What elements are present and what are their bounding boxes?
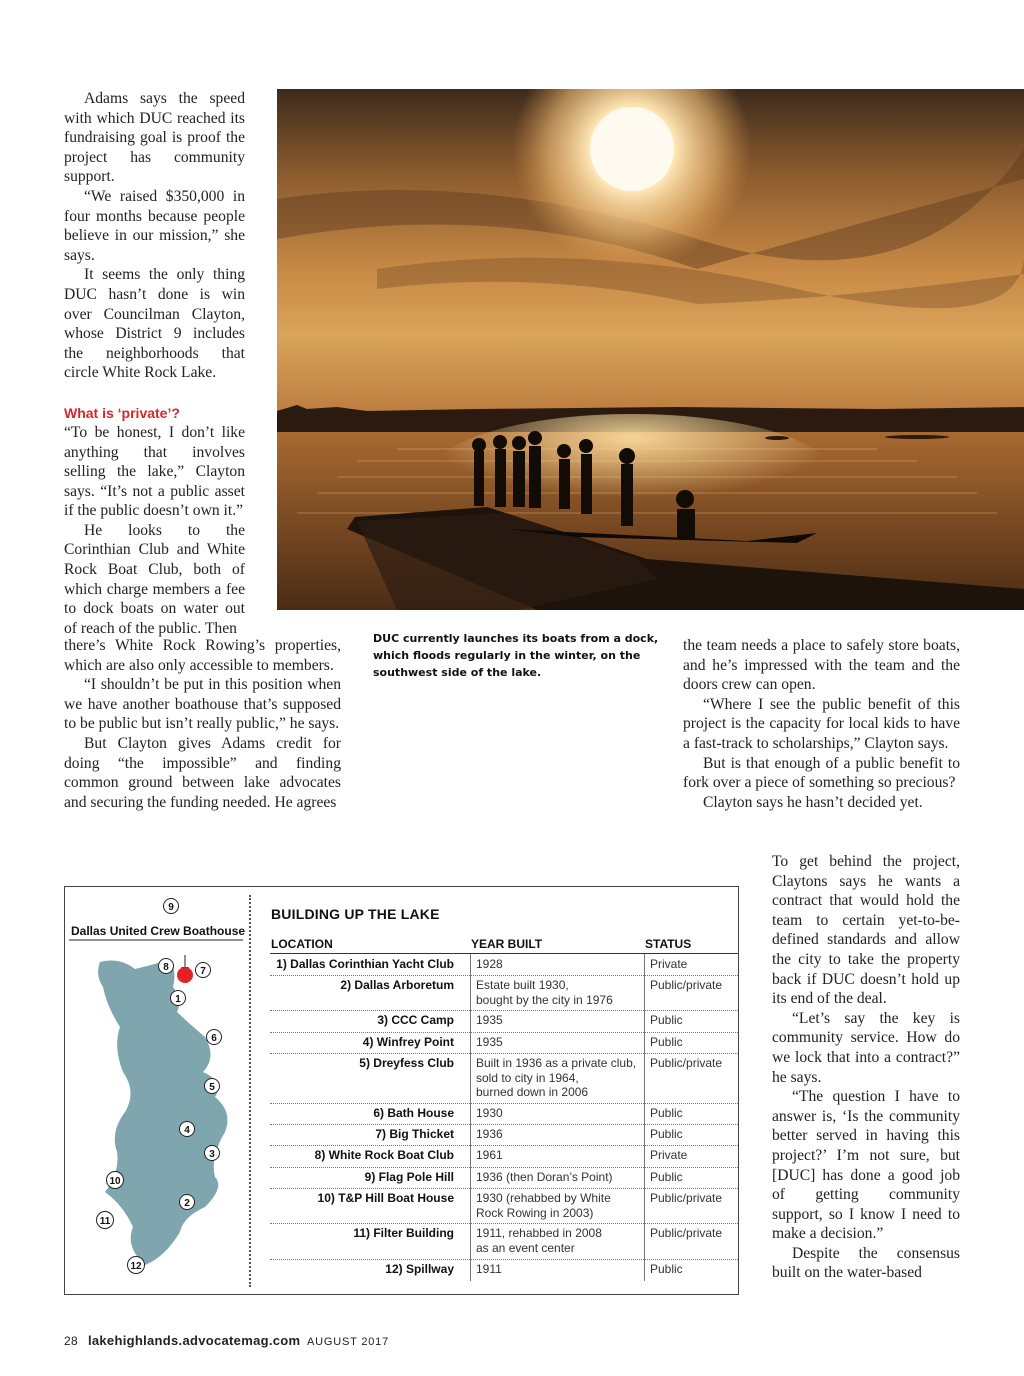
cell-location: 8) White Rock Boat Club [314, 1148, 454, 1162]
cell-year-built [470, 1167, 640, 1188]
cell-year-built [470, 954, 640, 975]
table-row [270, 1124, 738, 1146]
cell-status: Public [644, 1010, 738, 1032]
cell-status: Public [644, 1124, 738, 1145]
photo-caption: DUC currently launches its boats from a dock, which floods regularly in the winter, on the southwest side of the lake. [373, 632, 659, 679]
year-line: bought by the city in 1976 [476, 992, 613, 1007]
building-up-the-lake-sidebar [64, 886, 739, 1295]
paragraph: Despite the consensus built on the water-based [772, 1244, 960, 1282]
paragraph: “To be honest, I don’t like anything that involves selling the lake,” Clayton says. “It’s not a public asset if the public doesn’t own it.” [64, 423, 245, 520]
cell-location: 5) Dreyfess Club [359, 1056, 454, 1070]
cell-year-built [470, 1103, 640, 1124]
year-line: burned down in 2006 [476, 1085, 589, 1099]
year-line: 1961 [476, 1148, 503, 1162]
map-marker-1: 1 [175, 994, 181, 1005]
section-heading: What is ‘private’? [64, 404, 180, 421]
page-number: 28 [64, 1334, 78, 1348]
article-column-3 [683, 636, 960, 812]
header-location: LOCATION [271, 937, 333, 951]
cell-year-built [470, 1145, 640, 1167]
year-line: Built in 1936 as a private club, [476, 1056, 637, 1070]
cell-location: 7) Big Thicket [375, 1127, 454, 1141]
cell-location: 12) Spillway [385, 1262, 454, 1276]
map-marker-2: 2 [184, 1198, 190, 1209]
cell-location: 2) Dallas Arboretum [340, 978, 454, 992]
table-row [270, 1010, 738, 1033]
paragraph: there’s White Rock Rowing’s properties, which are also only accessible to members. [64, 637, 341, 674]
cell-location: 4) Winfrey Point [362, 1035, 454, 1049]
map-marker-11: 11 [99, 1216, 111, 1227]
cell-status: Public/private [644, 975, 738, 1010]
year-line: 1935 [476, 1013, 503, 1027]
header-status: STATUS [645, 937, 692, 951]
header-year-built: YEAR BUILT [471, 937, 543, 951]
lake-map [65, 887, 250, 1296]
year-line: 1936 (then Doran’s Point) [476, 1170, 613, 1184]
cell-year-built [470, 1010, 640, 1032]
paragraph: “I shouldn’t be put in this position when we have another boathouse that’s supposed to be public but isn’t really public,” he says. [64, 676, 341, 733]
table-row [270, 1053, 738, 1104]
year-line: 1935 [476, 1035, 503, 1049]
paragraph: Adams says the speed with which DUC reached its fundraising goal is proof the project has community support. [64, 90, 245, 186]
map-marker-10: 10 [109, 1176, 121, 1187]
footer-site: lakehighlands.advocatemag.com [87, 1333, 301, 1348]
cell-year-built [470, 975, 640, 1010]
year-line: 1928 [476, 957, 503, 971]
year-line: 1930 [476, 1106, 503, 1120]
map-marker-8: 8 [163, 962, 169, 973]
year-line: 1911 [476, 1262, 502, 1276]
table-row [270, 954, 738, 976]
article-column-3b [772, 852, 960, 1283]
footer-issue: AUGUST 2017 [307, 1336, 389, 1348]
table-row [270, 1223, 738, 1260]
map-marker-9: 9 [168, 902, 174, 913]
article-column-1b [64, 636, 341, 812]
cell-location: 9) Flag Pole Hill [364, 1170, 454, 1184]
year-line: 1936 [476, 1127, 503, 1141]
cell-location: 10) T&P Hill Boat House [317, 1191, 454, 1205]
map-marker-4: 4 [184, 1125, 190, 1136]
cell-status: Public [644, 1032, 738, 1053]
paragraph: the team needs a place to safely store boats, and he’s impressed with the team and the doors crew can open. [683, 637, 960, 694]
map-marker-12: 12 [130, 1261, 142, 1272]
year-line: Estate built 1930, [476, 978, 569, 992]
cell-status: Private [644, 1145, 738, 1167]
table-row [270, 975, 738, 1011]
paragraph: It seems the only thing DUC hasn’t done is win over Councilman Clayton, whose District 9 includes the neighborhoods that circle White Rock Lake. [64, 266, 245, 382]
cell-status: Public/private [644, 1188, 738, 1223]
year-line: sold to city in 1964, [476, 1070, 579, 1085]
cell-year-built [470, 1223, 640, 1259]
cell-year-built [470, 1032, 640, 1053]
sidebar-divider [249, 895, 251, 1287]
map-marker-5: 5 [209, 1082, 215, 1093]
year-line: 1930 (rehabbed by White [476, 1191, 611, 1205]
cell-location: 6) Bath House [373, 1106, 454, 1120]
cell-status: Public [644, 1167, 738, 1188]
paragraph: “Let’s say the key is community service. How do we lock that into a contract?” he says. [772, 1009, 960, 1086]
paragraph: He looks to the Corinthian Club and White Rock Boat Club, both of which charge members a fee to dock boats on water out of reach of the public. Then [64, 521, 245, 637]
year-line: Rock Rowing in 2003) [476, 1205, 594, 1220]
cell-status: Public/private [644, 1053, 738, 1103]
year-line: 1911, rehabbed in 2008 [476, 1226, 602, 1240]
paragraph: “The question I have to answer is, ‘Is the community better served in having this project?’ I’m not sure, but [DUC] has done a good job of getting community support, so I know I need to make a decision.” [772, 1088, 960, 1243]
cell-year-built [470, 1188, 640, 1223]
cell-year-built [470, 1259, 640, 1281]
cell-status: Public/private [644, 1223, 738, 1259]
cell-location: 3) CCC Camp [377, 1013, 454, 1027]
cell-year-built [470, 1053, 640, 1103]
sunset-rowing-photo [277, 89, 1024, 610]
paragraph: Clayton says he hasn’t decided yet. [703, 793, 923, 811]
page-footer [64, 1333, 389, 1348]
table-row [270, 1145, 738, 1168]
paragraph: “We raised $350,000 in four months because people believe in our mission,” she says. [64, 187, 245, 264]
cell-status: Public [644, 1103, 738, 1124]
table-row [270, 1259, 738, 1281]
paragraph: To get behind the project, Claytons says he wants a contract that would hold the team to certain yet-to-be-defined standards and allow the city to take the property back if DUC doesn’t hold up its end of the deal. [772, 853, 960, 1008]
table-row [270, 1188, 738, 1224]
paragraph: But is that enough of a public benefit to fork over a piece of something so precious? [683, 754, 960, 792]
year-line: as an event center [476, 1240, 575, 1255]
cell-status: Private [644, 954, 738, 975]
cell-location: 11) Filter Building [353, 1226, 454, 1240]
table-row [270, 1032, 738, 1054]
paragraph: But Clayton gives Adams credit for doing “the impossible” and finding common ground between lake advocates and securing the funding needed. He agrees [64, 734, 341, 811]
map-marker-3: 3 [209, 1149, 215, 1160]
table-row [270, 1167, 738, 1189]
cell-year-built [470, 1124, 640, 1145]
table-row [270, 1103, 738, 1125]
map-marker-7: 7 [200, 966, 206, 977]
article-column-1 [64, 89, 245, 638]
paragraph: “Where I see the public benefit of this project is the capacity for local kids to have a fast-track to scholarships,” Clayton says. [683, 695, 960, 752]
cell-status: Public [644, 1259, 738, 1281]
map-marker-6: 6 [211, 1033, 217, 1044]
table-title: BUILDING UP THE LAKE [271, 906, 440, 922]
cell-location: 1) Dallas Corinthian Yacht Club [276, 957, 454, 971]
map-title: Dallas United Crew Boathouse [71, 924, 246, 938]
